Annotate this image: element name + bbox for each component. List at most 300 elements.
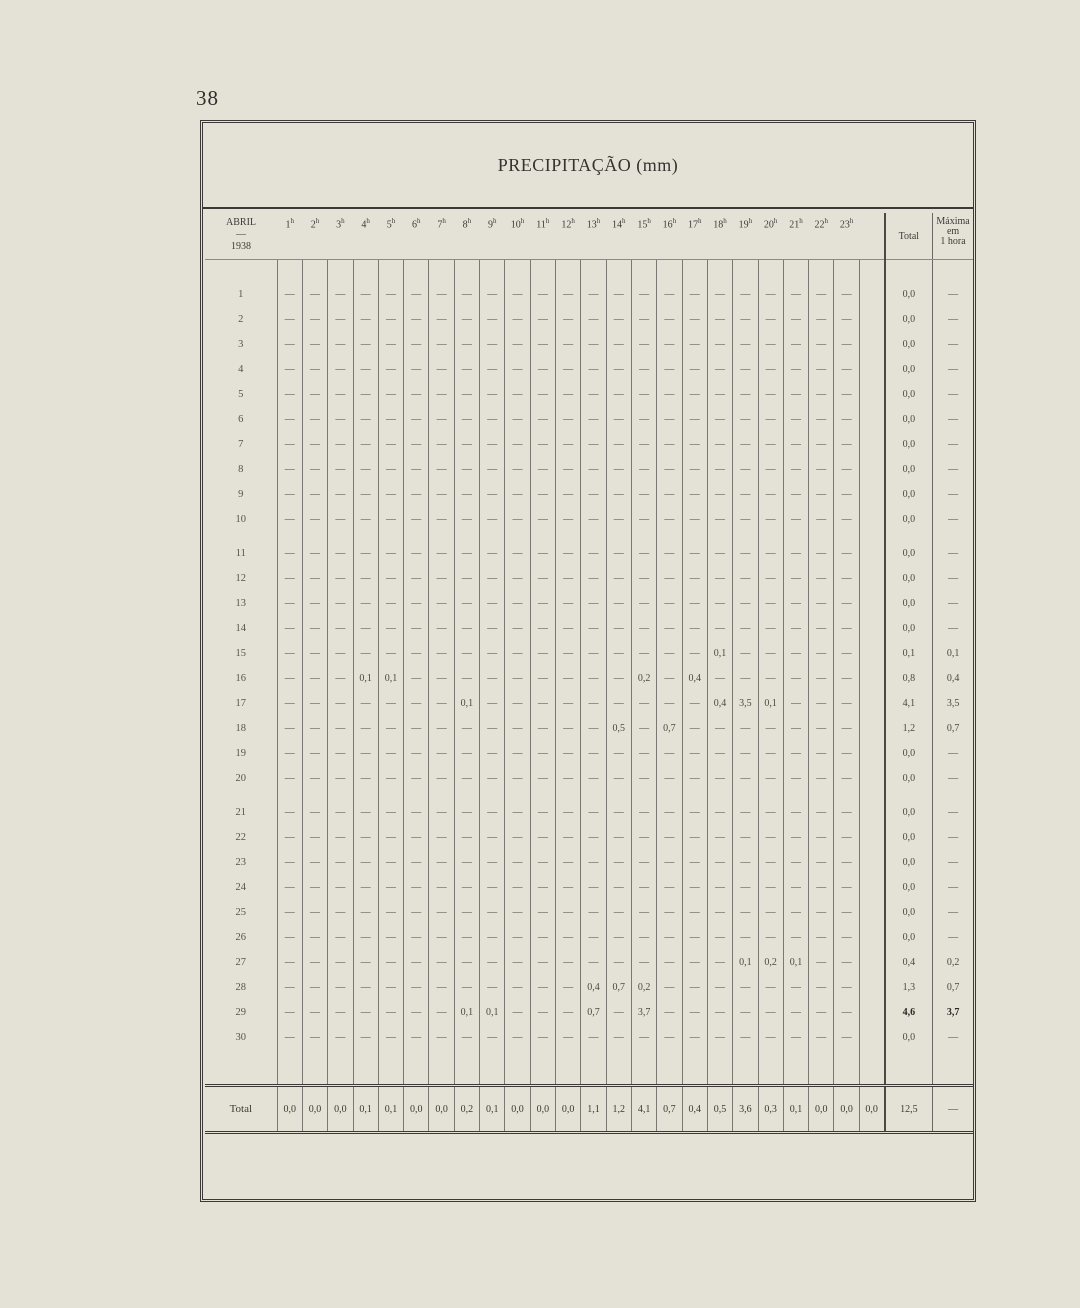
blank-cell xyxy=(859,800,884,825)
blank-cell xyxy=(859,1000,884,1025)
hour-cell: — xyxy=(657,507,682,532)
hour-cell: — xyxy=(530,591,555,616)
hour-cell: — xyxy=(631,591,656,616)
hour-cell: — xyxy=(429,766,454,791)
hour-cell: 0,7 xyxy=(581,1000,606,1025)
hour-cell: — xyxy=(631,432,656,457)
hour-cell: — xyxy=(783,616,808,641)
hour-cell: — xyxy=(429,407,454,432)
hour-cell: — xyxy=(404,382,429,407)
hour-cell: — xyxy=(758,457,783,482)
hour-cell: — xyxy=(556,357,581,382)
row-total: 0,4 xyxy=(885,950,933,975)
row-total: 0,0 xyxy=(885,591,933,616)
table-row xyxy=(205,950,973,975)
hour-cell: — xyxy=(353,307,378,332)
row-max: — xyxy=(933,741,973,766)
hour-total-cell: 0,3 xyxy=(758,1086,783,1133)
row-total: 0,0 xyxy=(885,482,933,507)
hour-suffix: h xyxy=(748,217,753,225)
row-total: 0,0 xyxy=(885,332,933,357)
hour-cell: — xyxy=(378,591,403,616)
month-year-header xyxy=(205,213,277,260)
hour-cell: — xyxy=(378,407,403,432)
hour-header-16 xyxy=(657,213,682,260)
hour-cell: — xyxy=(530,457,555,482)
hour-cell: — xyxy=(302,1000,327,1025)
hour-suffix: h xyxy=(849,217,854,225)
hour-cell: — xyxy=(606,1025,631,1050)
hour-cell: — xyxy=(378,850,403,875)
hour-cell: — xyxy=(378,307,403,332)
hour-suffix: h xyxy=(622,217,626,225)
hour-cell: — xyxy=(556,825,581,850)
hour-cell: — xyxy=(277,407,302,432)
hour-cell: — xyxy=(809,541,834,566)
row-max: — xyxy=(933,825,973,850)
hour-cell: — xyxy=(378,1000,403,1025)
hour-cell: — xyxy=(783,591,808,616)
hour-cell: — xyxy=(328,332,353,357)
hour-suffix: h xyxy=(290,217,294,225)
hour-cell: — xyxy=(378,925,403,950)
hour-suffix: h xyxy=(697,217,702,225)
hour-cell: — xyxy=(783,482,808,507)
hour-header-21 xyxy=(783,213,808,260)
max-hour-header xyxy=(933,213,973,260)
hour-cell: — xyxy=(480,825,505,850)
month-label: ABRIL xyxy=(226,217,257,228)
hour-cell: — xyxy=(530,307,555,332)
hour-cell: — xyxy=(631,482,656,507)
hour-cell: — xyxy=(404,507,429,532)
hour-cell: — xyxy=(606,332,631,357)
hour-cell: — xyxy=(556,332,581,357)
hour-total-cell: 0,0 xyxy=(809,1086,834,1133)
hour-cell: — xyxy=(733,641,758,666)
spacer-row xyxy=(205,1050,973,1086)
hour-suffix: h xyxy=(672,217,677,225)
hour-cell: — xyxy=(328,566,353,591)
hour-cell: — xyxy=(606,591,631,616)
hour-cell: — xyxy=(809,616,834,641)
hour-number: 19 xyxy=(738,219,749,231)
hour-cell: — xyxy=(657,591,682,616)
hour-cell: — xyxy=(657,616,682,641)
hour-total-cell: 0,0 xyxy=(834,1086,859,1133)
hour-cell: — xyxy=(707,900,732,925)
hour-cell: — xyxy=(834,741,859,766)
hour-cell: — xyxy=(454,925,479,950)
hour-cell: — xyxy=(733,616,758,641)
hour-cell: — xyxy=(556,925,581,950)
hour-cell: — xyxy=(606,800,631,825)
hour-number: 12 xyxy=(561,219,572,231)
hour-cell: — xyxy=(277,716,302,741)
hour-cell: — xyxy=(378,507,403,532)
hour-cell: — xyxy=(783,925,808,950)
hour-cell: — xyxy=(404,641,429,666)
hour-cell: — xyxy=(480,691,505,716)
hour-cell: — xyxy=(429,616,454,641)
hour-cell: — xyxy=(530,900,555,925)
hour-cell: — xyxy=(733,975,758,1000)
hour-cell: — xyxy=(277,591,302,616)
hour-total-cell: 0,0 xyxy=(556,1086,581,1133)
hour-cell: — xyxy=(809,507,834,532)
month-separator: — xyxy=(236,229,247,240)
hour-number: 14 xyxy=(612,219,623,231)
day-label: 2 xyxy=(238,314,244,325)
hour-cell: — xyxy=(378,482,403,507)
hour-cell: — xyxy=(378,716,403,741)
hour-cell: — xyxy=(707,716,732,741)
hour-cell: — xyxy=(404,766,429,791)
row-total: 0,0 xyxy=(885,457,933,482)
hour-cell: — xyxy=(378,566,403,591)
hour-cell: — xyxy=(657,307,682,332)
hour-cell: — xyxy=(404,1025,429,1050)
hour-suffix: h xyxy=(824,217,829,225)
hour-number: 21 xyxy=(789,219,800,231)
hour-cell: — xyxy=(834,716,859,741)
hour-cell: — xyxy=(277,900,302,925)
hour-cell: — xyxy=(404,1000,429,1025)
hour-total-cell: 0,1 xyxy=(783,1086,808,1133)
hour-cell: — xyxy=(631,825,656,850)
hour-cell: — xyxy=(530,432,555,457)
hour-cell: — xyxy=(758,900,783,925)
hour-cell: — xyxy=(530,716,555,741)
hour-cell: — xyxy=(556,382,581,407)
hour-cell: — xyxy=(834,591,859,616)
hour-cell: — xyxy=(733,1000,758,1025)
hour-cell: — xyxy=(657,741,682,766)
row-total: 0,0 xyxy=(885,282,933,307)
hour-cell: — xyxy=(581,407,606,432)
hour-cell: — xyxy=(530,825,555,850)
hour-cell: — xyxy=(834,666,859,691)
day-label: 29 xyxy=(235,1007,247,1018)
hour-cell: — xyxy=(480,766,505,791)
hour-cell: — xyxy=(809,382,834,407)
hour-cell: — xyxy=(277,741,302,766)
hour-number: 7 xyxy=(437,219,443,231)
hour-cell: — xyxy=(707,975,732,1000)
hour-cell: — xyxy=(657,382,682,407)
hour-cell: — xyxy=(682,900,707,925)
hour-cell: — xyxy=(505,691,530,716)
hour-cell: — xyxy=(682,641,707,666)
hour-cell: — xyxy=(302,357,327,382)
hour-cell: — xyxy=(556,850,581,875)
table-row xyxy=(205,691,973,716)
hour-cell: — xyxy=(302,741,327,766)
row-total: 0,0 xyxy=(885,800,933,825)
blank-cell xyxy=(859,482,884,507)
hour-cell: — xyxy=(378,641,403,666)
hour-cell: — xyxy=(378,457,403,482)
day-label: 26 xyxy=(235,932,247,943)
row-max: — xyxy=(933,382,973,407)
hour-cell: — xyxy=(530,616,555,641)
hour-cell: — xyxy=(302,307,327,332)
table-row xyxy=(205,900,973,925)
hour-cell: — xyxy=(631,850,656,875)
hour-cell: — xyxy=(809,850,834,875)
row-max: — xyxy=(933,407,973,432)
hour-cell: — xyxy=(302,507,327,532)
day-label: 9 xyxy=(238,489,244,500)
hour-cell: — xyxy=(707,507,732,532)
row-max: — xyxy=(933,307,973,332)
hour-cell: — xyxy=(480,541,505,566)
hour-cell: — xyxy=(429,900,454,925)
table-row xyxy=(205,457,973,482)
hour-cell: — xyxy=(606,382,631,407)
hour-cell: — xyxy=(505,766,530,791)
hour-cell: — xyxy=(809,950,834,975)
hour-cell: — xyxy=(758,482,783,507)
hour-cell: — xyxy=(505,541,530,566)
hour-cell: — xyxy=(682,541,707,566)
hour-cell: — xyxy=(505,566,530,591)
hour-cell: — xyxy=(277,1000,302,1025)
row-total: 0,0 xyxy=(885,1025,933,1050)
hour-cell: — xyxy=(328,766,353,791)
hour-suffix: h xyxy=(647,217,651,225)
hour-cell: — xyxy=(606,825,631,850)
hour-cell: — xyxy=(556,741,581,766)
hour-cell: — xyxy=(783,641,808,666)
hour-cell: — xyxy=(302,616,327,641)
hour-cell: 0,1 xyxy=(733,950,758,975)
hour-cell: — xyxy=(834,407,859,432)
hour-cell: — xyxy=(353,975,378,1000)
row-total: 0,0 xyxy=(885,850,933,875)
row-max: — xyxy=(933,507,973,532)
row-max: — xyxy=(933,616,973,641)
hour-cell: — xyxy=(353,900,378,925)
hour-cell: — xyxy=(378,691,403,716)
hour-cell: — xyxy=(657,641,682,666)
hour-header-2 xyxy=(302,213,327,260)
hour-cell: — xyxy=(707,357,732,382)
hour-cell: — xyxy=(353,616,378,641)
row-max: — xyxy=(933,432,973,457)
hour-total-cell: 0,0 xyxy=(404,1086,429,1133)
row-max: 3,7 xyxy=(933,1000,973,1025)
hour-cell: 0,1 xyxy=(758,691,783,716)
hour-cell: — xyxy=(556,900,581,925)
hour-cell: 0,4 xyxy=(707,691,732,716)
hour-cell: — xyxy=(682,825,707,850)
hour-cell: — xyxy=(733,925,758,950)
hour-cell: — xyxy=(682,432,707,457)
hour-cell: — xyxy=(302,850,327,875)
hour-cell: — xyxy=(302,382,327,407)
hour-cell: — xyxy=(378,616,403,641)
hour-cell: — xyxy=(809,566,834,591)
hour-cell: — xyxy=(556,591,581,616)
hour-cell: — xyxy=(733,716,758,741)
hour-cell: — xyxy=(378,741,403,766)
hour-cell: — xyxy=(480,900,505,925)
row-total: 0,0 xyxy=(885,616,933,641)
table-row xyxy=(205,1000,973,1025)
hour-header-10 xyxy=(505,213,530,260)
hour-cell: — xyxy=(556,507,581,532)
hour-cell: 0,2 xyxy=(631,666,656,691)
hour-cell: 0,1 xyxy=(454,691,479,716)
hour-cell: — xyxy=(302,800,327,825)
hour-cell: — xyxy=(556,407,581,432)
hour-cell: — xyxy=(733,850,758,875)
hour-cell: — xyxy=(404,432,429,457)
hour-cell: — xyxy=(657,566,682,591)
hour-cell: — xyxy=(631,741,656,766)
hour-cell: — xyxy=(631,641,656,666)
hour-cell: — xyxy=(581,875,606,900)
row-max: — xyxy=(933,482,973,507)
hour-cell: — xyxy=(758,566,783,591)
hour-header-blank xyxy=(859,213,884,260)
hour-cell: — xyxy=(631,357,656,382)
hour-cell: — xyxy=(277,382,302,407)
hour-cell: 3,5 xyxy=(733,691,758,716)
row-max: — xyxy=(933,357,973,382)
row-max: 0,1 xyxy=(933,641,973,666)
hour-cell: — xyxy=(505,1025,530,1050)
table-row xyxy=(205,382,973,407)
row-total: 0,0 xyxy=(885,766,933,791)
hour-header-8 xyxy=(454,213,479,260)
hour-total-cell: 0,1 xyxy=(378,1086,403,1133)
hour-cell: — xyxy=(530,925,555,950)
hour-cell: — xyxy=(454,900,479,925)
hour-cell: — xyxy=(429,825,454,850)
hour-cell: — xyxy=(429,875,454,900)
row-total: 0,0 xyxy=(885,741,933,766)
hour-cell: — xyxy=(682,332,707,357)
hour-cell: — xyxy=(480,407,505,432)
hour-cell: — xyxy=(454,282,479,307)
hour-cell: — xyxy=(682,691,707,716)
hour-cell: — xyxy=(530,566,555,591)
hour-cell: — xyxy=(404,541,429,566)
hour-cell: — xyxy=(783,1000,808,1025)
hour-cell: — xyxy=(454,332,479,357)
hour-cell: — xyxy=(834,825,859,850)
hour-cell: — xyxy=(480,741,505,766)
hour-header-20 xyxy=(758,213,783,260)
hour-cell: — xyxy=(429,357,454,382)
hour-cell: — xyxy=(733,666,758,691)
hour-cell: — xyxy=(581,925,606,950)
hour-cell: — xyxy=(505,507,530,532)
hour-cell: — xyxy=(707,432,732,457)
hour-cell: — xyxy=(733,382,758,407)
hour-cell: — xyxy=(277,482,302,507)
hour-cell: — xyxy=(353,1025,378,1050)
hour-number: 9 xyxy=(487,219,493,231)
hour-suffix: h xyxy=(773,217,778,225)
row-max: — xyxy=(933,541,973,566)
hour-cell: — xyxy=(783,716,808,741)
hour-cell: — xyxy=(733,741,758,766)
hour-cell: — xyxy=(707,766,732,791)
hour-cell: — xyxy=(556,766,581,791)
hour-cell: — xyxy=(783,800,808,825)
hour-cell: — xyxy=(606,407,631,432)
day-label: 24 xyxy=(235,882,247,893)
day-label: 30 xyxy=(235,1032,247,1043)
table-row xyxy=(205,925,973,950)
hour-cell: — xyxy=(556,691,581,716)
hour-cell: — xyxy=(556,975,581,1000)
day-label: 11 xyxy=(235,548,246,559)
hour-cell: — xyxy=(429,950,454,975)
hour-number: 23 xyxy=(839,219,850,231)
hour-cell: — xyxy=(758,641,783,666)
hour-cell: — xyxy=(328,282,353,307)
day-label: 15 xyxy=(235,648,247,659)
hour-cell: — xyxy=(378,825,403,850)
hour-cell: — xyxy=(556,716,581,741)
hour-cell: — xyxy=(505,666,530,691)
hour-cell: — xyxy=(758,925,783,950)
table-row xyxy=(205,666,973,691)
hour-cell: — xyxy=(404,825,429,850)
hour-cell: — xyxy=(505,741,530,766)
hour-cell: — xyxy=(707,1000,732,1025)
hour-cell: — xyxy=(809,666,834,691)
hour-cell: — xyxy=(581,900,606,925)
hour-cell: — xyxy=(328,641,353,666)
hour-suffix: h xyxy=(492,217,497,225)
hour-cell: — xyxy=(606,766,631,791)
hour-cell: — xyxy=(834,541,859,566)
hour-cell: — xyxy=(783,691,808,716)
hour-cell: — xyxy=(353,382,378,407)
table-row xyxy=(205,432,973,457)
hour-cell: — xyxy=(834,382,859,407)
day-label: 4 xyxy=(238,364,244,375)
hour-cell: — xyxy=(556,1000,581,1025)
hour-cell: — xyxy=(631,407,656,432)
day-label: 25 xyxy=(235,907,247,918)
hour-cell: — xyxy=(581,282,606,307)
hour-cell: — xyxy=(328,850,353,875)
hour-cell: — xyxy=(733,825,758,850)
hour-cell: — xyxy=(733,875,758,900)
totals-label: Total xyxy=(205,1086,277,1133)
hour-cell: — xyxy=(809,975,834,1000)
hour-cell: — xyxy=(505,307,530,332)
row-max: 0,2 xyxy=(933,950,973,975)
hour-total-cell: 1,1 xyxy=(581,1086,606,1133)
hour-cell: — xyxy=(505,641,530,666)
hour-cell: — xyxy=(657,766,682,791)
hour-cell: — xyxy=(657,925,682,950)
hour-cell: — xyxy=(454,457,479,482)
hour-cell: — xyxy=(834,975,859,1000)
hour-cell: — xyxy=(758,507,783,532)
hour-cell: — xyxy=(581,716,606,741)
table-row xyxy=(205,407,973,432)
hour-cell: — xyxy=(277,541,302,566)
hour-cell: — xyxy=(454,566,479,591)
